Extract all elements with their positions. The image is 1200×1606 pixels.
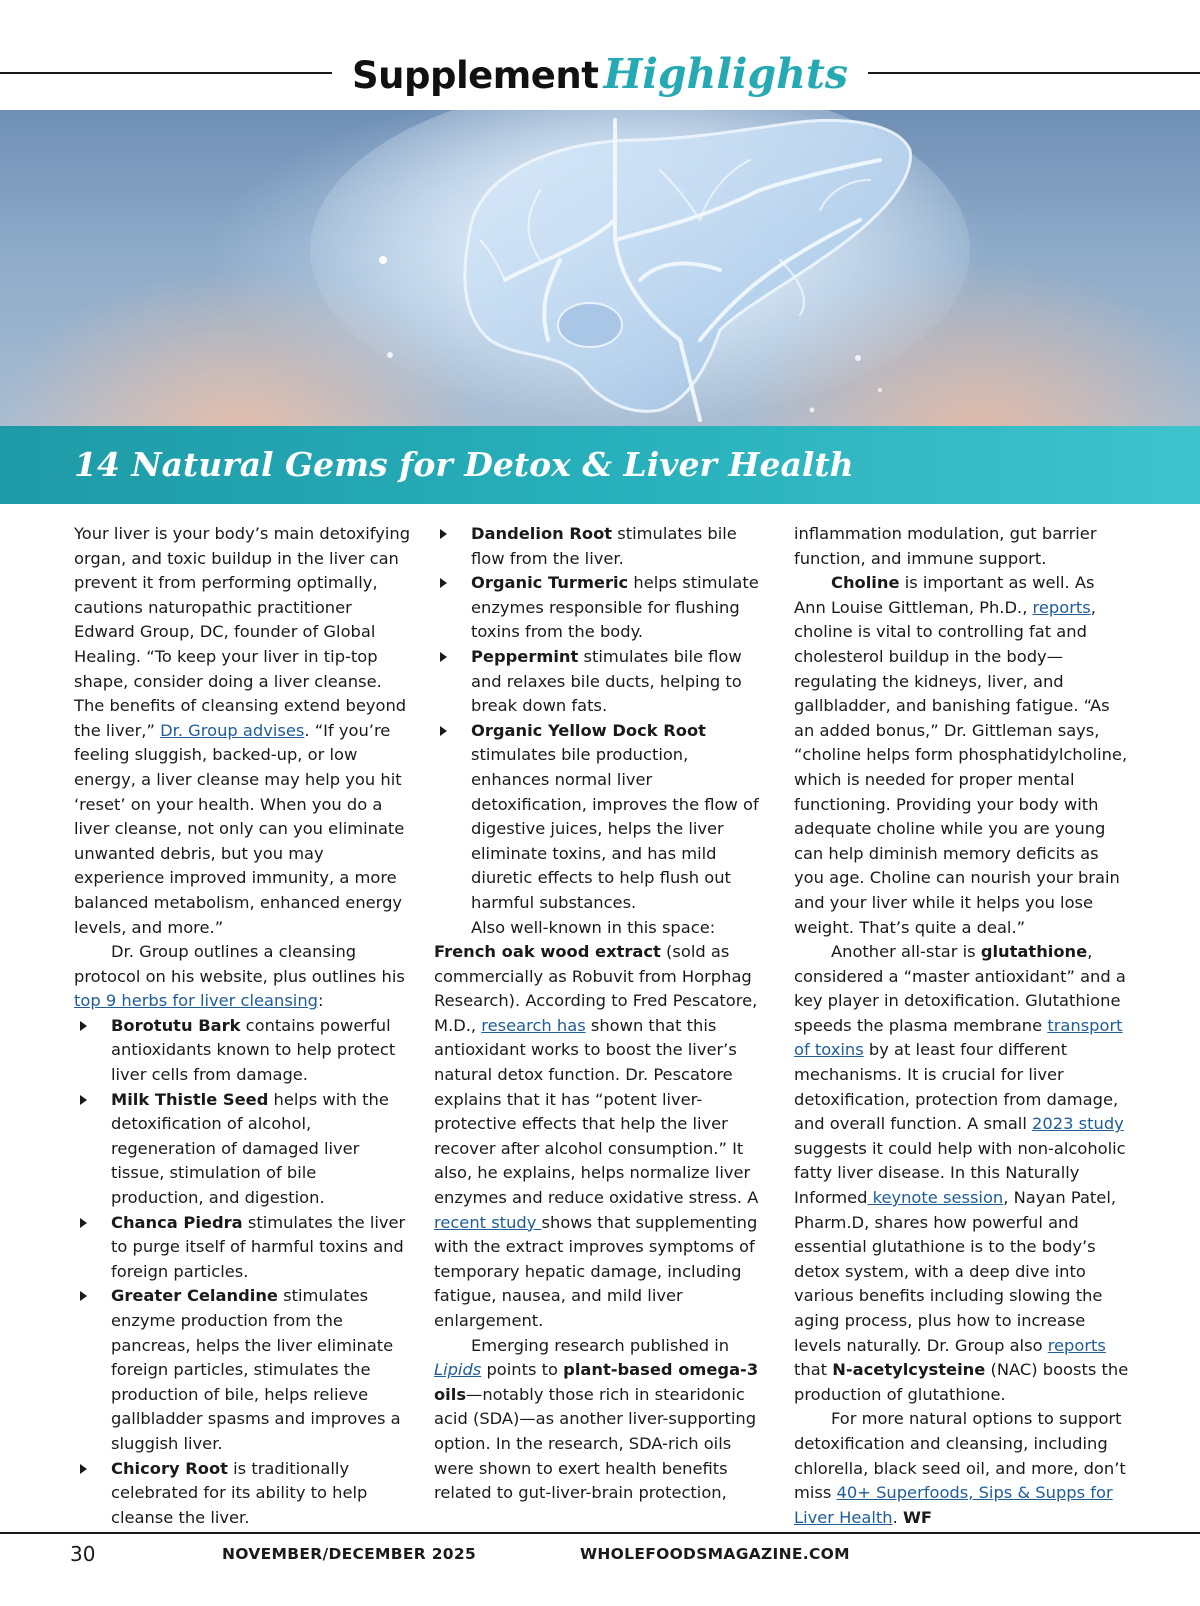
herb-name: Chicory Root: [111, 1458, 228, 1478]
herb-description: is traditionally celebrated for its ability to help cleanse the liver.: [111, 1458, 368, 1527]
herb-list: [74, 1014, 414, 1530]
herb-description: helps stimulate enzymes responsible for flushing toxins from the body.: [471, 573, 759, 642]
text: Your liver is your body’s main detoxifying organ, and toxic buildup in the liver can prevent it from performing optimally, cautions naturopathic practitioner Edward Group, DC, founder of Global Healing. “To keep your liver in tip-top shape, consider doing a liver cleanse. The benefits of cleansing extend beyond the liver,”: [74, 524, 411, 740]
bullet-arrow-icon: [440, 578, 447, 588]
bullet-arrow-icon: [80, 1095, 87, 1105]
text: suggests it could help with non-alcoholic fatty liver disease. In this Naturally Informed: [794, 1138, 1126, 1208]
paragraph: [794, 940, 1129, 1407]
text: is important as well. As Ann Louise Gittleman, Ph.D.,: [794, 573, 1095, 617]
section-title-word1: Supplement: [352, 54, 599, 97]
paragraph: [794, 1407, 1129, 1530]
list-item: [434, 522, 769, 571]
paragraph: [434, 916, 769, 941]
bullet-arrow-icon: [440, 726, 447, 736]
herb-name: Borotutu Bark: [111, 1015, 241, 1035]
text: that: [794, 1360, 833, 1380]
list-item: [74, 1014, 414, 1088]
bullet-arrow-icon: [440, 652, 447, 662]
paragraph: [434, 940, 769, 1334]
bullet-arrow-icon: [80, 1021, 87, 1031]
text: For more natural options to support detoxification and cleansing, including chlorella, black seed oil, and more, don’t miss: [794, 1409, 1126, 1503]
bullet-arrow-icon: [80, 1464, 87, 1474]
list-item: [74, 1088, 414, 1211]
header-rule-right: [868, 72, 1200, 74]
group-reports-link[interactable]: reports: [1047, 1335, 1106, 1355]
herb-description: contains powerful antioxidants known to help protect liver cells from damage.: [111, 1015, 396, 1085]
herb-name: Milk Thistle Seed: [111, 1089, 269, 1109]
hero-image: [0, 110, 1200, 426]
ingredient-name: glutathione: [980, 942, 1088, 962]
herb-list: [434, 522, 769, 916]
text: shows that supplementing with the extract improves symptoms of temporary hepatic damage, including fatigue, nausea, and mild liver enlargement.: [434, 1212, 758, 1330]
text: —notably those rich in stearidonic acid (SDA)—as another liver-supporting option. In the research, SDA-rich oils were shown to exert health benefits related to gut-liver-brain protection,: [434, 1384, 757, 1503]
gittleman-reports-link[interactable]: reports: [1032, 597, 1091, 617]
herb-name: Greater Celandine: [111, 1286, 278, 1306]
herb-name: Chanca Piedra: [111, 1212, 243, 1232]
herb-description: stimulates the liver to purge itself of harmful toxins and foreign particles.: [111, 1212, 406, 1281]
list-item: [74, 1211, 414, 1285]
text-column-1: [74, 522, 414, 1530]
list-item: [74, 1457, 414, 1531]
site-url: WHOLEFOODSMAGAZINE.COM: [580, 1545, 850, 1563]
liver-illustration: [0, 110, 1200, 426]
transport-of-toxins-link[interactable]: transport of toxins: [794, 1015, 1123, 1060]
header-rule-left: [0, 72, 332, 74]
text: Dr. Group outlines a cleansing protocol on his website, plus outlines his: [74, 942, 405, 986]
herb-name: Organic Turmeric: [471, 573, 629, 593]
herb-description: stimulates bile flow from the liver.: [471, 524, 737, 568]
recent-study-link[interactable]: recent study: [434, 1212, 542, 1232]
ingredient-name: Choline: [831, 573, 900, 593]
herb-name: Peppermint: [471, 646, 579, 666]
paragraph: [74, 522, 414, 940]
superfoods-link[interactable]: 40+ Superfoods, Sips & Supps for Liver Health: [794, 1483, 1113, 1527]
text: shown that this antioxidant works to boost the liver’s natural detox function. Dr. Pescatore explains that it has “potent liver-protective effects that help the liver recover after alcohol consumption.” It also, he explains, helps normalize liver enzymes and reduce oxidative stress. A: [434, 1015, 759, 1208]
bullet-arrow-icon: [440, 529, 447, 539]
section-title: [332, 44, 868, 113]
paragraph: [434, 1334, 769, 1506]
text: by at least four different mechanisms. It is crucial for liver detoxification, protection from damage, and overall function. A small: [794, 1040, 1119, 1134]
dr-group-advises-link[interactable]: Dr. Group advises: [160, 720, 305, 740]
text: inflammation modulation, gut barrier function, and immune support.: [794, 524, 1097, 568]
list-item: [434, 571, 769, 645]
text: (NAC) boosts the production of glutathione.: [794, 1360, 1129, 1404]
list-item: [74, 1284, 414, 1456]
lipids-link[interactable]: [434, 1360, 481, 1379]
text: :: [318, 991, 324, 1011]
text: Also well-known in this space:: [471, 917, 716, 937]
signoff: WF: [902, 1507, 933, 1527]
ingredient-name: French oak wood extract: [434, 942, 661, 962]
paragraph: [794, 522, 1129, 571]
bullet-arrow-icon: [80, 1218, 87, 1228]
bullet-arrow-icon: [80, 1291, 87, 1301]
section-title-word2: Highlights: [603, 50, 848, 98]
top-9-herbs-link[interactable]: top 9 herbs for liver cleansing: [74, 991, 318, 1011]
herb-description: helps with the detoxification of alcohol, regeneration of damaged liver tissue, stimulation of bile production, and digestion.: [111, 1089, 389, 1208]
link-text: Lipids: [434, 1360, 482, 1380]
text: (sold as commercially as Robuvit from Horphag Research). According to Fred Pescatore, M.D.,: [434, 942, 758, 1035]
text: points to: [481, 1360, 564, 1380]
issue-date: NOVEMBER/DECEMBER 2025: [222, 1545, 477, 1563]
text: , considered a “master antioxidant” and a key player in detoxification. Glutathione speeds the plasma membrane: [794, 942, 1126, 1035]
text: , Nayan Patel, Pharm.D, shares how powerful and essential glutathione is to the body’s detox system, with a deep dive into various benefits including slowing the aging process, plus how to increase levels naturally. Dr. Group also: [794, 1188, 1117, 1355]
list-item: [434, 645, 769, 719]
paragraph: [794, 571, 1129, 940]
page-number: 30: [70, 1542, 96, 1566]
text-column-2: [434, 522, 769, 1506]
list-item: [434, 719, 769, 916]
article-title: 14 Natural Gems for Detox & Liver Health: [74, 445, 854, 484]
article-title-banner: [0, 426, 1200, 504]
text: , choline is vital to controlling fat and cholesterol buildup in the body—regulating the kidneys, liver, and gallbladder, and banishing fatigue. “As an added bonus,” Dr. Gittleman says, “choline helps form phosphatidylcholine, which is needed for proper mental functioning. Providing your body with adequate choline while you are young can help diminish memory deficits as you age. Choline can nourish your brain and your liver while it helps you lose weight. That’s quite a deal.”: [794, 597, 1128, 937]
paragraph: [74, 940, 414, 1014]
text: .: [892, 1507, 903, 1527]
herb-name: Dandelion Root: [471, 524, 613, 543]
research-has-link[interactable]: research has: [481, 1015, 586, 1035]
text-column-3: [794, 522, 1129, 1530]
ingredient-name: N-acetylcysteine: [832, 1360, 986, 1380]
ingredient-name: plant-based omega-3 oils: [434, 1360, 759, 1404]
text: . “If you’re feeling sluggish, backed-up, or low energy, a liver cleanse may help you hit ‘reset’ on your health. When you do a liver cleanse, not only can you eliminate unwanted debris, but you may experience improved immunity, a more balanced metabolism, enhanced energy levels, and more.”: [74, 720, 405, 937]
2023-study-link[interactable]: 2023 study: [1032, 1114, 1124, 1134]
keynote-session-link[interactable]: keynote session: [867, 1188, 1004, 1208]
footer-rule: [0, 1532, 1200, 1534]
text: Emerging research published in: [471, 1335, 730, 1355]
herb-description: stimulates bile production, enhances normal liver detoxification, improves the flow of digestive juices, helps the liver eliminate toxins, and has mild diuretic effects to help flush out harmful substances.: [471, 745, 759, 912]
herb-name: Organic Yellow Dock Root: [471, 720, 706, 740]
herb-description: stimulates bile flow and relaxes bile ducts, helping to break down fats.: [471, 646, 742, 716]
text: Another all-star is: [831, 942, 981, 962]
herb-description: stimulates enzyme production from the pancreas, helps the liver eliminate foreign particles, stimulates the production of bile, helps relieve gallbladder spasms and improves a sluggish liver.: [111, 1286, 401, 1453]
